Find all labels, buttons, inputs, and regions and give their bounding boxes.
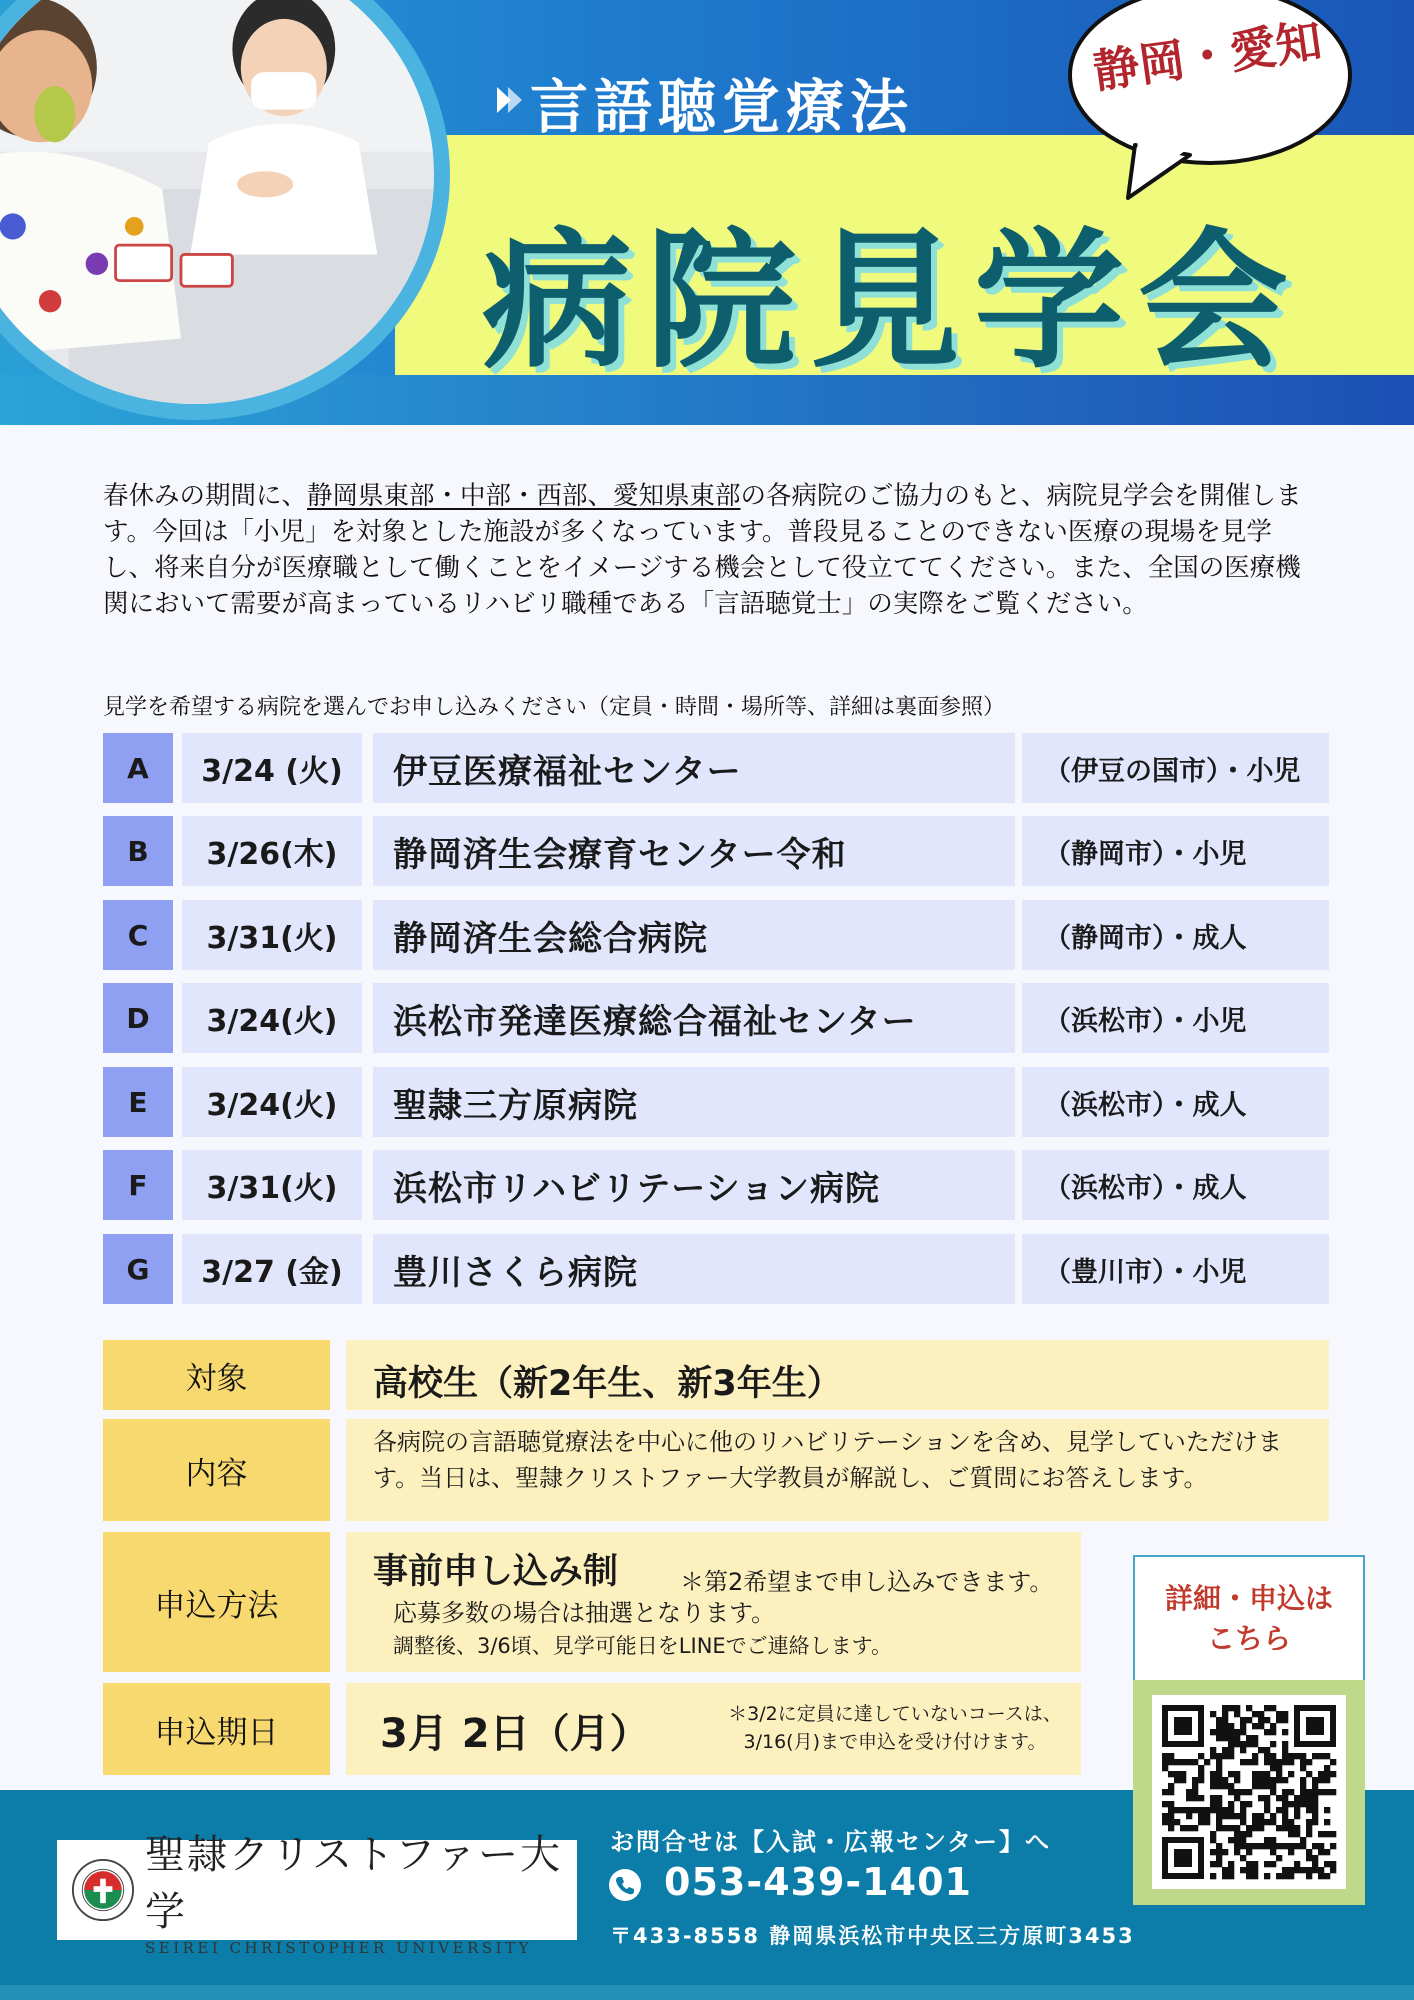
hospital-name: 浜松市リハビリテーション病院: [373, 1150, 1015, 1220]
hospital-letter: B: [103, 816, 173, 886]
qr-code-icon: [1152, 1695, 1346, 1889]
hospital-letter: C: [103, 900, 173, 970]
hospital-name: 浜松市発達医療総合福祉センター: [373, 983, 1015, 1053]
qr-label-line-2: こちら: [1206, 1621, 1291, 1655]
qr-label-card[interactable]: [1133, 1555, 1365, 1682]
hospital-area: （浜松市）・成人: [1022, 1150, 1329, 1220]
hospital-letter: F: [103, 1150, 173, 1220]
hospital-row[interactable]: [103, 1150, 1329, 1220]
hospital-date: 3/27 (金): [182, 1234, 362, 1304]
hospital-letter: G: [103, 1234, 173, 1304]
hospital-date: 3/24(火): [182, 1067, 362, 1137]
content-label: 内容: [103, 1419, 330, 1521]
hospital-name: 静岡済生会療育センター令和: [373, 816, 1015, 886]
hospital-letter: A: [103, 733, 173, 803]
hospital-letter: E: [103, 1067, 173, 1137]
university-name: 聖隷クリストファー大学: [144, 1832, 563, 1935]
qr-label-line-1: 詳細・申込は: [1164, 1581, 1333, 1615]
deadline-value: 3月 2日（月）: [380, 1711, 650, 1757]
intro-paragraph: [103, 478, 1313, 622]
header-banner: [0, 0, 1414, 425]
phone-number[interactable]: 053-439-1401: [664, 1860, 972, 1904]
hospital-row[interactable]: [103, 900, 1329, 970]
selection-instruction: 見学を希望する病院を選んでお申し込みください（定員・時間・場所等、詳細は裏面参照）: [103, 695, 1006, 720]
hospital-area: （浜松市）・成人: [1022, 1067, 1329, 1137]
page-title: 病院見学会: [482, 215, 1303, 389]
intro-text-2: の各病院のご協力のもと、病院見学会を開催します。今回は「小児」を対象とした施設が多くなっています。普段見ることのできない医療の現場を見学し、将来自分が医療職として働くことをイメージする機会として役立ててください。また、全国の医療機関において需要が高まっているリハビリ職種である「言語聴覚士」の実際をご覧ください。: [103, 481, 1302, 619]
hospital-date: 3/24(火): [182, 983, 362, 1053]
play-arrow-icon: [495, 85, 525, 115]
hospital-area: （浜松市）・小児: [1022, 983, 1329, 1053]
target-value: 高校生（新2年生、新3年生）: [373, 1364, 842, 1404]
hero-photo: [0, 0, 450, 420]
hospital-name: 静岡済生会総合病院: [373, 900, 1015, 970]
contact-title: お問合せは【入試・広報センター】へ: [610, 1828, 1052, 1856]
method-title: 事前申し込み制: [373, 1552, 619, 1592]
hospital-row[interactable]: [103, 1067, 1329, 1137]
deadline-note: [700, 1700, 1090, 1756]
hospital-date: 3/26(木): [182, 816, 362, 886]
hospital-area: （伊豆の国市）・小児: [1022, 733, 1329, 803]
method-lottery-note: 応募多数の場合は抽選となります。: [393, 1599, 776, 1627]
hospital-row[interactable]: [103, 1234, 1329, 1304]
qr-code[interactable]: [1152, 1695, 1346, 1889]
hospital-name: 伊豆医療福祉センター: [373, 733, 1015, 803]
university-logo[interactable]: [57, 1832, 577, 1957]
target-label: 対象: [103, 1340, 330, 1410]
hospital-date: 3/31(火): [182, 1150, 362, 1220]
hospital-name: 聖隷三方原病院: [373, 1067, 1015, 1137]
bubble-region-text: 静岡・愛知: [1089, 13, 1326, 99]
deadline-label: 申込期日: [103, 1683, 330, 1775]
intro-text-1: 春休みの期間に、: [103, 481, 308, 511]
hospital-area: （静岡市）・小児: [1022, 816, 1329, 886]
intro-regions: 静岡県東部・中部・西部、愛知県東部: [307, 481, 741, 511]
hospital-area: （豊川市）・小児: [1022, 1234, 1329, 1304]
method-line-contact-note: 調整後、3/6頃、見学可能日をLINEでご連絡します。: [393, 1634, 892, 1658]
hospital-name: 豊川さくら病院: [373, 1234, 1015, 1304]
phone-icon: [608, 1868, 642, 1902]
hospital-row[interactable]: [103, 983, 1329, 1053]
method-note: ＊第2希望まで申し込みできます。: [680, 1568, 1054, 1596]
hospital-date: 3/31(火): [182, 900, 362, 970]
deadline-note-line-1: ＊3/2に定員に達していないコースは、: [728, 1703, 1062, 1725]
header-subtitle: 言語聴覚療法: [530, 73, 915, 141]
hospital-row[interactable]: [103, 733, 1329, 803]
address: 〒433-8558 静岡県浜松市中央区三方原町3453: [610, 1924, 1135, 1948]
hospital-row[interactable]: [103, 816, 1329, 886]
university-name-en: SEIREI CHRISTOPHER UNIVERSITY: [144, 1939, 532, 1957]
university-seal-icon: [71, 1856, 135, 1924]
hospital-date: 3/24 (火): [182, 733, 362, 803]
deadline-note-line-2: 3/16(月)まで申込を受け付けます。: [743, 1731, 1047, 1753]
footer-bottom-strip: [0, 1985, 1414, 2000]
hospital-area: （静岡市）・成人: [1022, 900, 1329, 970]
hospital-letter: D: [103, 983, 173, 1053]
content-value: 各病院の言語聴覚療法を中心に他のリハビリテーションを含め、見学していただけます。当日は、聖隷クリストファー大学教員が解説し、ご質問にお答えします。: [373, 1428, 1282, 1492]
method-label: 申込方法: [103, 1532, 330, 1672]
